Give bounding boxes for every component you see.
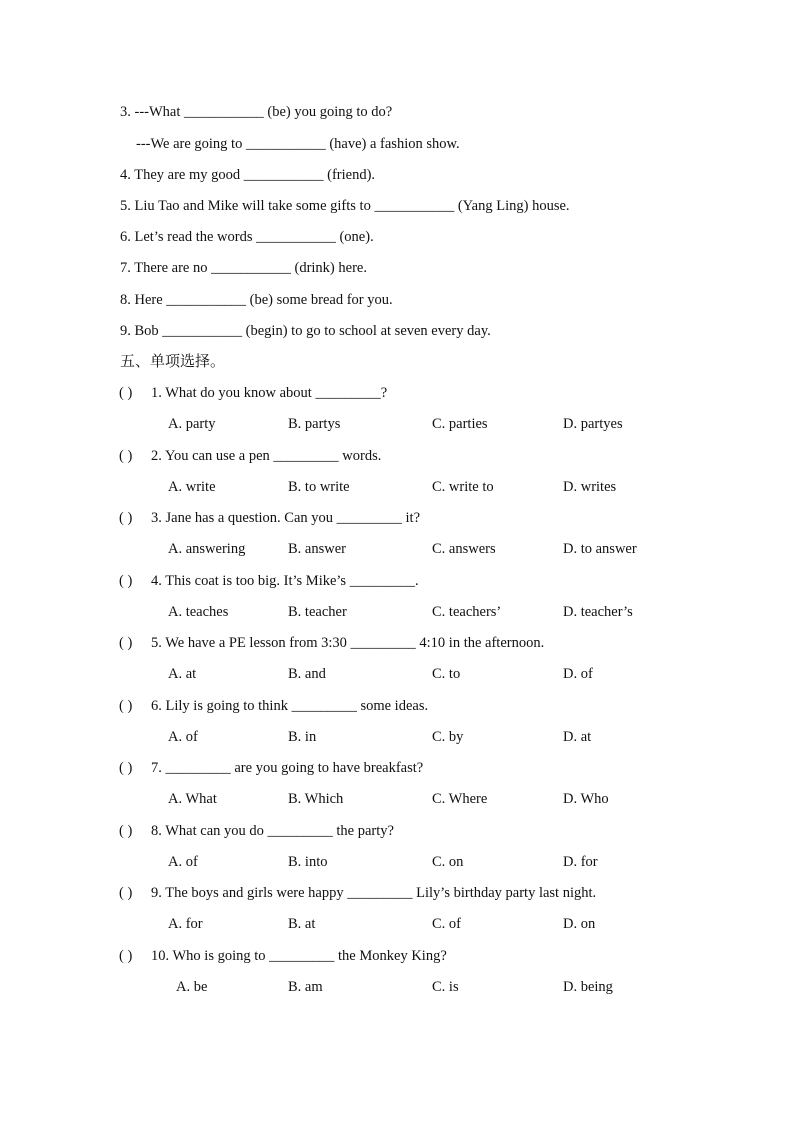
- fill-in-item-3-answer-line: ---We are going to ___________ (have) a fashion show.: [136, 136, 460, 152]
- mc-question-2: 2. You can use a pen _________ words.: [151, 447, 382, 464]
- fill-in-item-8: 8. Here ___________ (be) some bread for you.: [120, 292, 393, 308]
- mc-question-1-option-c: C. parties: [432, 416, 488, 432]
- mc-question-10: 10. Who is going to _________ the Monkey King?: [151, 947, 447, 964]
- mc-question-10-option-a: A. be: [176, 978, 208, 995]
- mc-question-7: 7. _________ are you going to have breakfast?: [151, 760, 424, 776]
- answer-blank-paren: ( ): [119, 947, 133, 964]
- mc-question-6-option-a: A. of: [168, 728, 198, 745]
- mc-question-9-option-b: B. at: [288, 916, 316, 932]
- fill-in-item-5: 5. Liu Tao and Mike will take some gifts to ___________ (Yang Ling) house.: [120, 198, 570, 214]
- mc-question-3-option-c: C. answers: [432, 541, 496, 557]
- answer-blank-paren: ( ): [119, 510, 133, 526]
- answer-blank-paren: ( ): [119, 885, 133, 901]
- mc-question-3-option-b: B. answer: [288, 541, 346, 557]
- answer-blank-paren: ( ): [119, 635, 133, 651]
- answer-blank-paren: ( ): [119, 697, 133, 714]
- mc-question-6: 6. Lily is going to think _________ some ideas.: [151, 697, 429, 714]
- mc-question-9-option-d: D. on: [563, 916, 596, 932]
- mc-question-3-option-d: D. to answer: [563, 541, 637, 557]
- mc-question-4-option-d: D. teacher’s: [563, 603, 633, 620]
- mc-question-8: 8. What can you do _________ the party?: [151, 822, 394, 839]
- answer-blank-paren: ( ): [119, 385, 133, 401]
- mc-question-4: 4. This coat is too big. It’s Mike’s _________.: [151, 572, 419, 589]
- mc-question-7-option-c: C. Where: [432, 791, 488, 807]
- mc-question-7-option-a: A. What: [168, 791, 217, 807]
- fill-in-item-9: 9. Bob ___________ (begin) to go to school at seven every day.: [120, 323, 491, 339]
- section-heading: 五、单项选择。: [120, 352, 226, 370]
- fill-in-item-7: 7. There are no ___________ (drink) here.: [120, 260, 367, 276]
- mc-question-3-option-a: A. answering: [168, 541, 246, 557]
- mc-question-6-option-b: B. in: [288, 728, 317, 745]
- mc-question-7-option-b: B. Which: [288, 791, 344, 807]
- mc-question-9-option-c: C. of: [432, 916, 461, 932]
- mc-question-2-option-c: C. write to: [432, 478, 494, 495]
- fill-in-item-3: 3. ---What ___________ (be) you going to do?: [120, 104, 393, 120]
- mc-question-10-option-d: D. being: [563, 978, 613, 995]
- mc-question-6-option-c: C. by: [432, 728, 464, 745]
- mc-question-10-option-b: B. am: [288, 978, 323, 995]
- mc-question-5-option-b: B. and: [288, 666, 326, 682]
- mc-question-5-option-d: D. of: [563, 666, 593, 682]
- mc-question-5: 5. We have a PE lesson from 3:30 _________ 4:10 in the afternoon.: [151, 635, 545, 651]
- mc-question-9-option-a: A. for: [168, 916, 203, 932]
- answer-blank-paren: ( ): [119, 572, 133, 589]
- mc-question-10-option-c: C. is: [432, 978, 459, 995]
- fill-in-item-4: 4. They are my good ___________ (friend).: [120, 167, 376, 183]
- mc-question-8-option-c: C. on: [432, 853, 464, 870]
- answer-blank-paren: ( ): [119, 822, 133, 839]
- mc-question-9: 9. The boys and girls were happy _________ Lily’s birthday party last night.: [151, 885, 597, 901]
- answer-blank-paren: ( ): [119, 447, 133, 464]
- fill-in-item-6: 6. Let’s read the words ___________ (one).: [120, 229, 374, 245]
- mc-question-6-option-d: D. at: [563, 728, 592, 745]
- mc-question-1-option-b: B. partys: [288, 416, 341, 432]
- mc-question-8-option-b: B. into: [288, 853, 328, 870]
- answer-blank-paren: ( ): [119, 760, 133, 776]
- mc-question-5-option-c: C. to: [432, 666, 461, 682]
- mc-question-1: 1. What do you know about _________?: [151, 385, 388, 401]
- mc-question-2-option-a: A. write: [168, 478, 216, 495]
- mc-question-7-option-d: D. Who: [563, 791, 609, 807]
- mc-question-4-option-a: A. teaches: [168, 603, 229, 620]
- mc-question-5-option-a: A. at: [168, 666, 197, 682]
- mc-question-2-option-d: D. writes: [563, 478, 617, 495]
- mc-question-4-option-b: B. teacher: [288, 603, 347, 620]
- mc-question-4-option-c: C. teachers’: [432, 603, 502, 620]
- mc-question-2-option-b: B. to write: [288, 478, 350, 495]
- mc-question-1-option-d: D. partyes: [563, 416, 623, 432]
- mc-question-8-option-a: A. of: [168, 853, 198, 870]
- mc-question-1-option-a: A. party: [168, 416, 216, 432]
- mc-question-8-option-d: D. for: [563, 853, 598, 870]
- mc-question-3: 3. Jane has a question. Can you _________ it?: [151, 510, 421, 526]
